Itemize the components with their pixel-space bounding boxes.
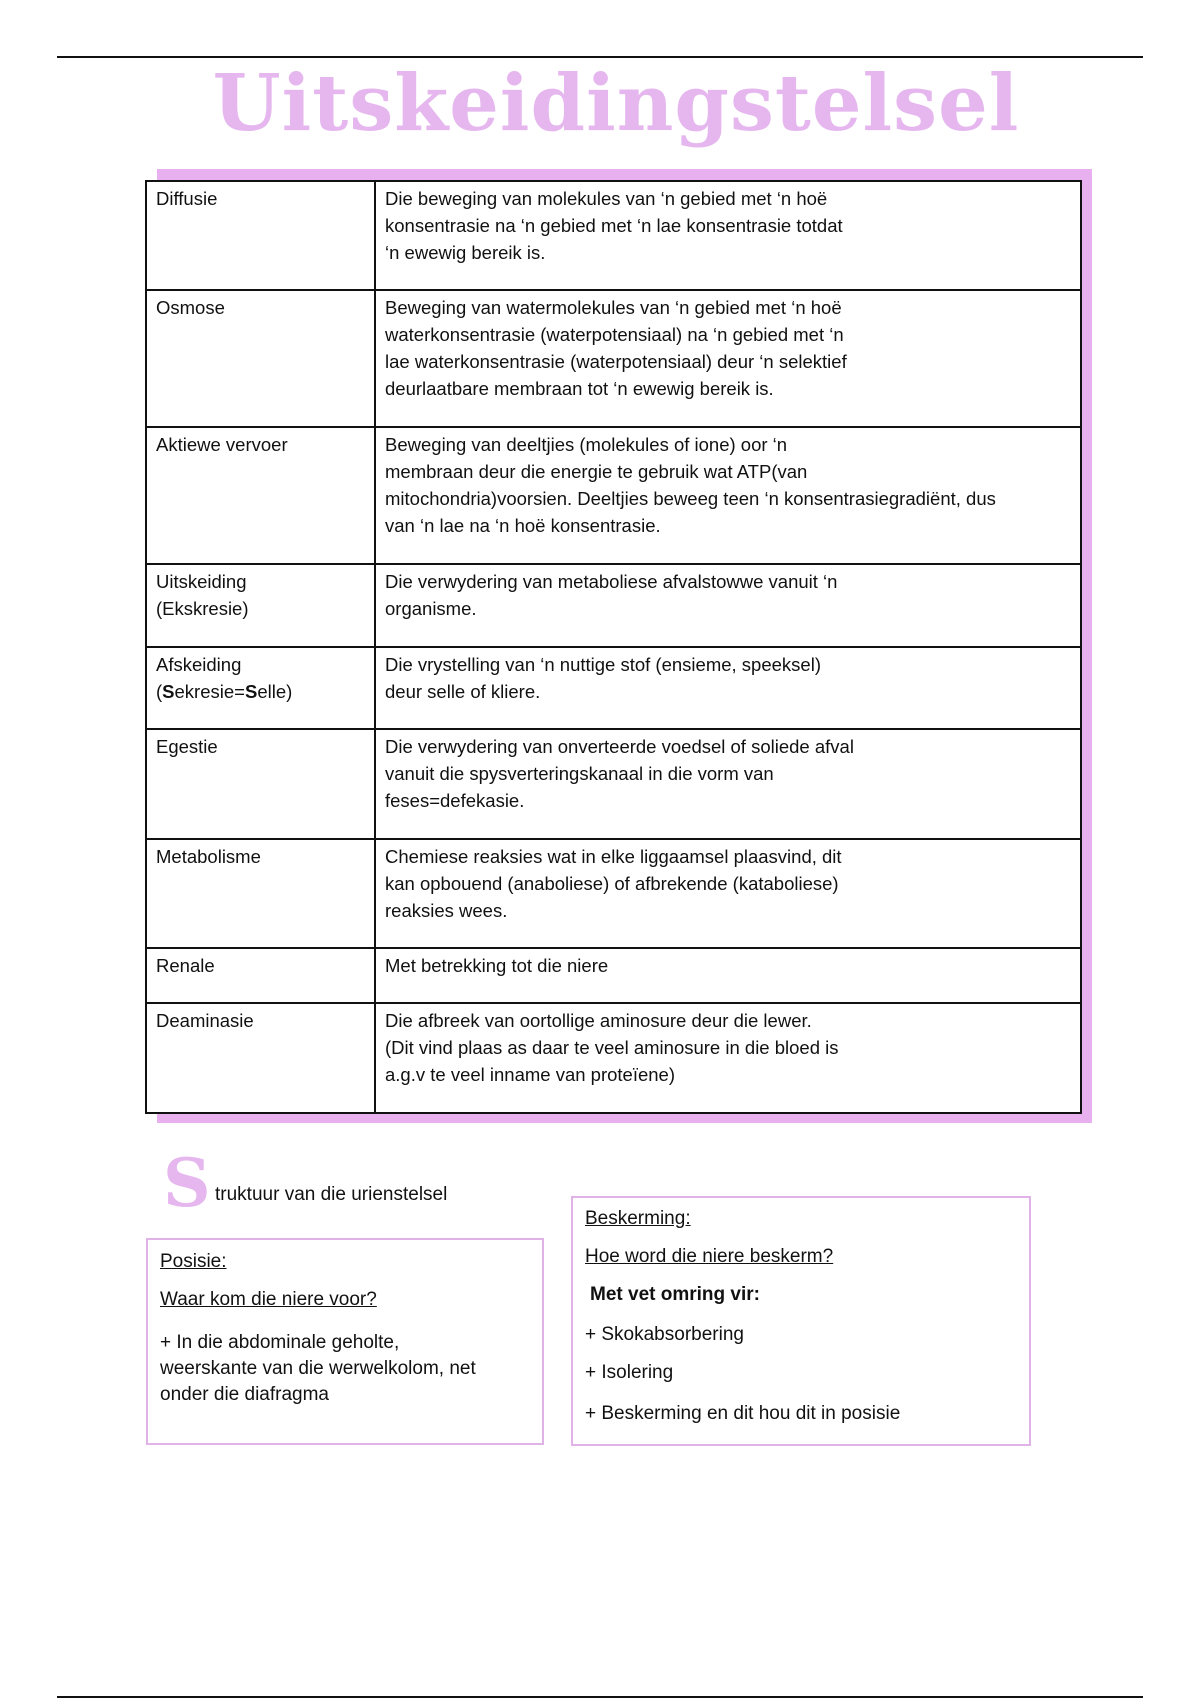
posisie-heading: Posisie: (160, 1251, 227, 1272)
table-row (146, 647, 1081, 729)
term-cell: Osmose (146, 290, 375, 427)
page-title: Uitskeidingstelsel (212, 58, 1020, 149)
beskerming-heading: Beskerming: (585, 1208, 691, 1229)
term-cell: Afskeiding (Sekresie=Selle) (146, 647, 375, 729)
drop-cap-s: S (163, 1144, 211, 1222)
beskerming-box (571, 1196, 1031, 1446)
table-row (146, 729, 1081, 839)
list-item: + Skokabsorbering (585, 1324, 744, 1345)
definition-cell: Die beweging van molekules van ‘n gebied met ‘n hoë konsentrasie na ‘n gebied met ‘n lae konsentrasie totdat ‘n ewewig bereik is. (375, 181, 1081, 290)
term-cell: Uitskeiding (Ekskresie) (146, 564, 375, 647)
table-row (146, 948, 1081, 1003)
table-row (146, 290, 1081, 427)
term-cell: Diffusie (146, 181, 375, 290)
definition-cell: Beweging van deeltjies (molekules of ione) oor ‘n membraan deur die energie te gebruik wat ATP(van mitochondria)voorsien. Deeltjies beweeg teen ‘n konsentrasiegradiënt, dus van ‘n lae na ‘n hoë konsentrasie. (375, 427, 1081, 564)
table-row (146, 427, 1081, 564)
definition-cell: Chemiese reaksies wat in elke liggaamsel plaasvind, dit kan opbouend (anaboliese) of afbrekende (kataboliese) reaksies wees. (375, 839, 1081, 948)
term-cell: Renale (146, 948, 375, 1003)
term-cell: Aktiewe vervoer (146, 427, 375, 564)
term-cell: Deaminasie (146, 1003, 375, 1113)
table-row (146, 564, 1081, 647)
table-row (146, 181, 1081, 290)
definition-cell: Die verwydering van onverteerde voedsel of soliede afval vanuit die spysverteringskanaal in die vorm van feses=defekasie. (375, 729, 1081, 839)
beskerming-question: Hoe word die niere beskerm? (585, 1246, 834, 1267)
posisie-answer: + In die abdominale geholte, weerskante van die werwelkolom, net onder die diafragma (160, 1332, 476, 1405)
term-cell: Metabolisme (146, 839, 375, 948)
definition-cell: Die vrystelling van ‘n nuttige stof (ensieme, speeksel) deur selle of kliere. (375, 647, 1081, 729)
definition-cell: Die verwydering van metaboliese afvalstowwe vanuit ‘n organisme. (375, 564, 1081, 647)
list-item: + Isolering (585, 1362, 674, 1383)
definition-cell: Die afbreek van oortollige aminosure deur die lewer. (Dit vind plaas as daar te veel aminosure in die bloed is a.g.v te veel inname van proteïene) (375, 1003, 1081, 1113)
beskerming-subheading: Met vet omring vir: (590, 1284, 760, 1305)
structure-heading-text: truktuur van die urienstelsel (215, 1184, 448, 1205)
definition-cell: Met betrekking tot die niere (375, 948, 1081, 1003)
list-item: + Beskerming en dit hou dit in posisie (585, 1403, 901, 1424)
table-row (146, 839, 1081, 948)
posisie-question: Waar kom die niere voor? (160, 1289, 377, 1310)
definition-cell: Beweging van watermolekules van ‘n gebied met ‘n hoë waterkonsentrasie (waterpotensiaal) na ‘n gebied met ‘n lae waterkonsentrasie (waterpotensiaal) deur ‘n selektief deurlaatbare membraan tot ‘n ewewig bereik is. (375, 290, 1081, 427)
posisie-box (146, 1238, 544, 1445)
bottom-rule (57, 1696, 1143, 1698)
term-cell: Egestie (146, 729, 375, 839)
definitions-table (145, 180, 1082, 1114)
table-row (146, 1003, 1081, 1113)
